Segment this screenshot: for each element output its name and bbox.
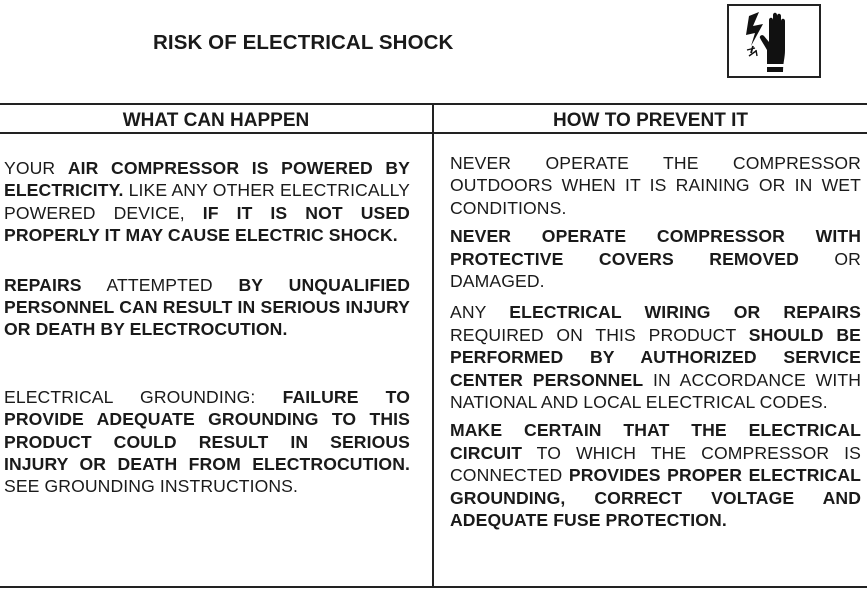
column-header-what-can-happen: WHAT CAN HAPPEN — [122, 110, 310, 131]
column-divider — [432, 103, 434, 588]
hazard-symbol-box — [727, 4, 821, 78]
hazard-paragraph-grounding: ELECTRICAL GROUNDING: FAILURE TO PROVIDE ADEQUATE GROUNDING TO THIS PRODUCT COULD RESULT IN SERIOUS INJURY OR DEATH FROM ELECTROCUTION. SEE GROUNDING INSTRUCTIONS. — [4, 386, 410, 497]
prevent-paragraph-circuit: MAKE CERTAIN THAT THE ELECTRICAL CIRCUIT TO WHICH THE COMPRESSOR IS CONNECTED PROVIDES PROPER ELECTRICAL GROUNDING, CORRECT VOLTAGE AND ADEQUATE FUSE PROTECTION. — [450, 420, 861, 531]
how-to-prevent-column — [450, 152, 861, 532]
hazard-paragraph-repairs: REPAIRS ATTEMPTED BY UNQUALIFIED PERSONNEL CAN RESULT IN SERIOUS INJURY OR DEATH BY ELECTROCUTION. — [4, 274, 410, 340]
table-bottom-rule — [0, 586, 867, 588]
column-header-how-to-prevent: HOW TO PREVENT IT — [553, 110, 748, 131]
prevent-paragraph-wiring: ANY ELECTRICAL WIRING OR REPAIRS REQUIRED ON THIS PRODUCT SHOULD BE PERFORMED BY AUTHORIZED SERVICE CENTER PERSONNEL IN ACCORDANCE WITH NATIONAL AND LOCAL ELECTRICAL CODES. — [450, 302, 861, 413]
what-can-happen-column — [4, 157, 410, 498]
electrical-shock-hazard-icon — [729, 6, 819, 76]
prevent-paragraph-rain: NEVER OPERATE THE COMPRESSOR OUTDOORS WHEN IT IS RAINING OR IN WET CONDITIONS. — [450, 153, 861, 218]
hazard-paragraph-power: YOUR AIR COMPRESSOR IS POWERED BY ELECTRICITY. LIKE ANY OTHER ELECTRICALLY POWERED DEVICE, IF IT IS NOT USED PROPERLY IT MAY CAUSE ELECTRIC SHOCK. — [4, 158, 410, 246]
page-title: RISK OF ELECTRICAL SHOCK — [153, 31, 454, 54]
prevent-paragraph-covers: NEVER OPERATE COMPRESSOR WITH PROTECTIVE COVERS REMOVED OR DAMAGED. — [450, 226, 861, 292]
